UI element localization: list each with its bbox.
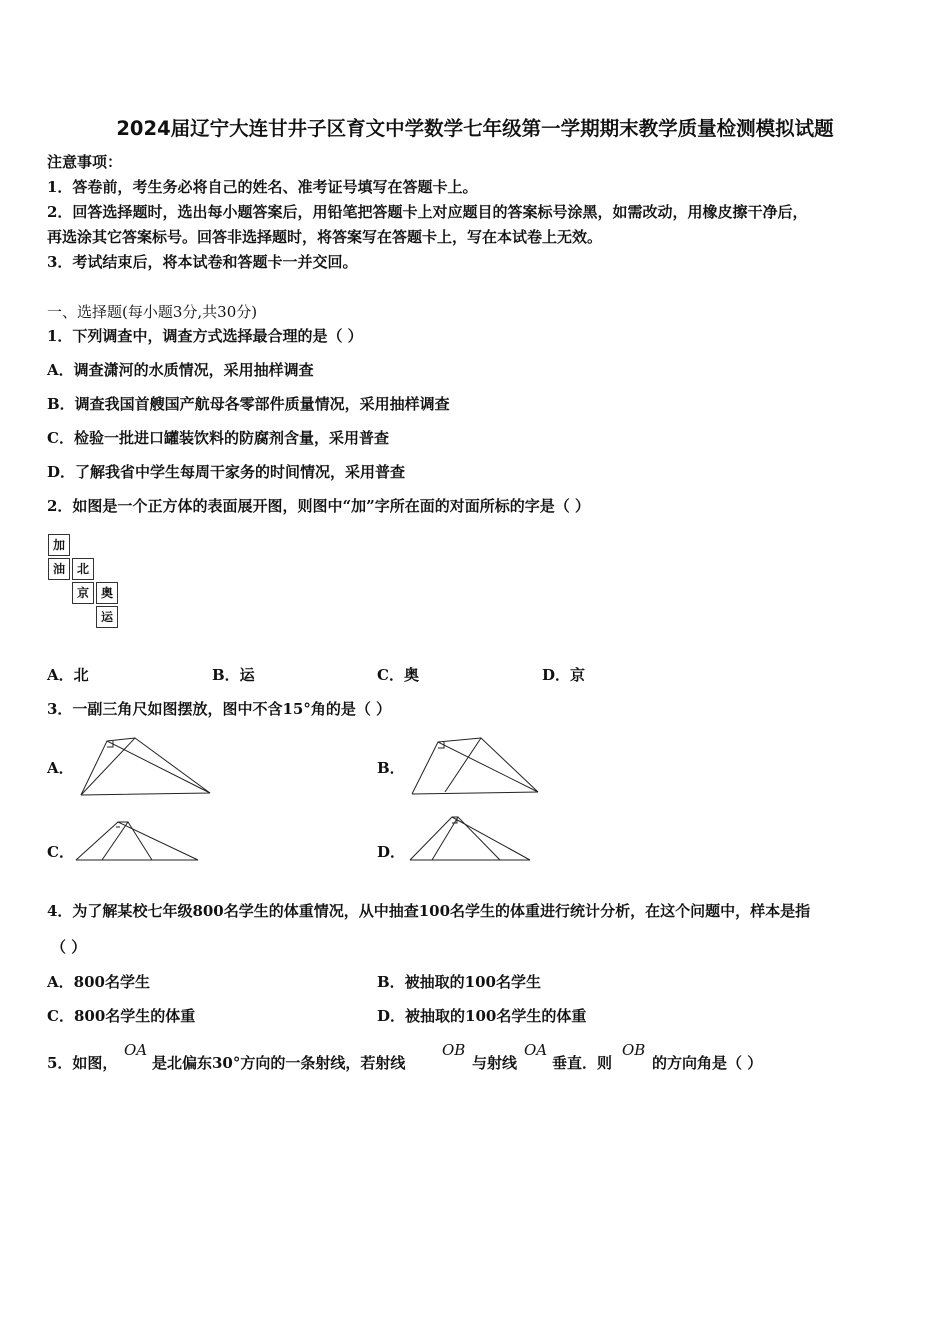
q2-option-c: C．奥 xyxy=(377,666,419,684)
q2-option-b: B．运 xyxy=(212,666,255,684)
q1-option-b: B．调查我国首艘国产航母各零部件质量情况，采用抽样调查 xyxy=(47,395,450,413)
q4-option-c: C．800名学生的体重 xyxy=(47,1007,196,1025)
notice-item-1: 1．答卷前，考生务必将自己的姓名、准考证号填写在答题卡上。 xyxy=(47,178,478,196)
q5-text-1: 5．如图， xyxy=(47,1054,118,1072)
q5-text-2: 是北偏东30°方向的一条射线，若射线 xyxy=(152,1054,406,1072)
notice-item-2: 2．回答选择题时，选出每小题答案后，用铅笔把答题卡上对应题目的答案标号涂黑，如需改动，用橡皮擦干净后， xyxy=(47,203,808,221)
q5-text-3: 与射线 xyxy=(472,1054,518,1072)
q3-figure-a xyxy=(76,734,216,798)
q2-option-d: D．京 xyxy=(542,666,586,684)
net-cell: 北 xyxy=(72,558,94,580)
q3-stem: 3．一副三角尺如图摆放，图中不含15°角的是（ ） xyxy=(47,700,392,718)
section-heading: 一、选择题(每小题3分,共30分) xyxy=(47,303,258,321)
net-cell: 运 xyxy=(96,606,118,628)
q4-option-a: A．800名学生 xyxy=(47,973,150,991)
net-cell: 加 xyxy=(48,534,70,556)
q5-text-4: 垂直．则 xyxy=(552,1054,613,1072)
net-cell: 京 xyxy=(72,582,94,604)
q4-option-b: B．被抽取的100名学生 xyxy=(377,973,541,991)
notice-item-2-cont: 再选涂其它答案标号。回答非选择题时，将答案写在答题卡上，写在本试卷上无效。 xyxy=(47,228,603,246)
cube-net-figure xyxy=(48,534,123,630)
net-cell: 油 xyxy=(48,558,70,580)
net-cell: 奥 xyxy=(96,582,118,604)
q1-option-c: C．检验一批进口罐装饮料的防腐剂含量，采用普查 xyxy=(47,429,389,447)
q1-stem: 1．下列调查中，调查方式选择最合理的是（ ） xyxy=(47,327,363,345)
q5-var-ob-2: OB xyxy=(622,1041,646,1059)
q2-stem: 2．如图是一个正方体的表面展开图，则图中“加”字所在面的对面所标的字是（ ） xyxy=(47,497,590,515)
q5-var-oa-2: OA xyxy=(524,1041,548,1059)
q5-text-5: 的方向角是（ ） xyxy=(652,1054,763,1072)
q3-figure-d xyxy=(406,812,534,864)
q3-option-a: A． xyxy=(47,759,74,777)
q3-figure-c xyxy=(72,818,202,864)
q1-option-a: A．调查潇河的水质情况，采用抽样调查 xyxy=(47,361,314,379)
q4-stem-blank: （ ） xyxy=(51,938,87,956)
q5-var-ob: OB xyxy=(442,1041,466,1059)
q4-stem: 4．为了解某校七年级800名学生的体重情况，从中抽查100名学生的体重进行统计分析，在这个问题中，样本是指 xyxy=(47,902,811,920)
notice-item-3: 3．考试结束后，将本试卷和答题卡一并交回。 xyxy=(47,253,358,271)
q3-figure-b xyxy=(408,734,543,798)
q5-var-oa: OA xyxy=(124,1041,148,1059)
q4-option-d: D．被抽取的100名学生的体重 xyxy=(377,1007,587,1025)
q3-option-c: C． xyxy=(47,843,74,861)
q1-option-d: D．了解我省中学生每周干家务的时间情况，采用普查 xyxy=(47,463,406,481)
q3-option-b: B． xyxy=(377,759,405,777)
notice-heading: 注意事项： xyxy=(47,153,123,171)
page-title: 2024届辽宁大连甘井子区育文中学数学七年级第一学期期末教学质量检测模拟试题 xyxy=(116,117,834,140)
q2-option-a: A．北 xyxy=(47,666,89,684)
q3-option-d: D． xyxy=(377,843,406,861)
